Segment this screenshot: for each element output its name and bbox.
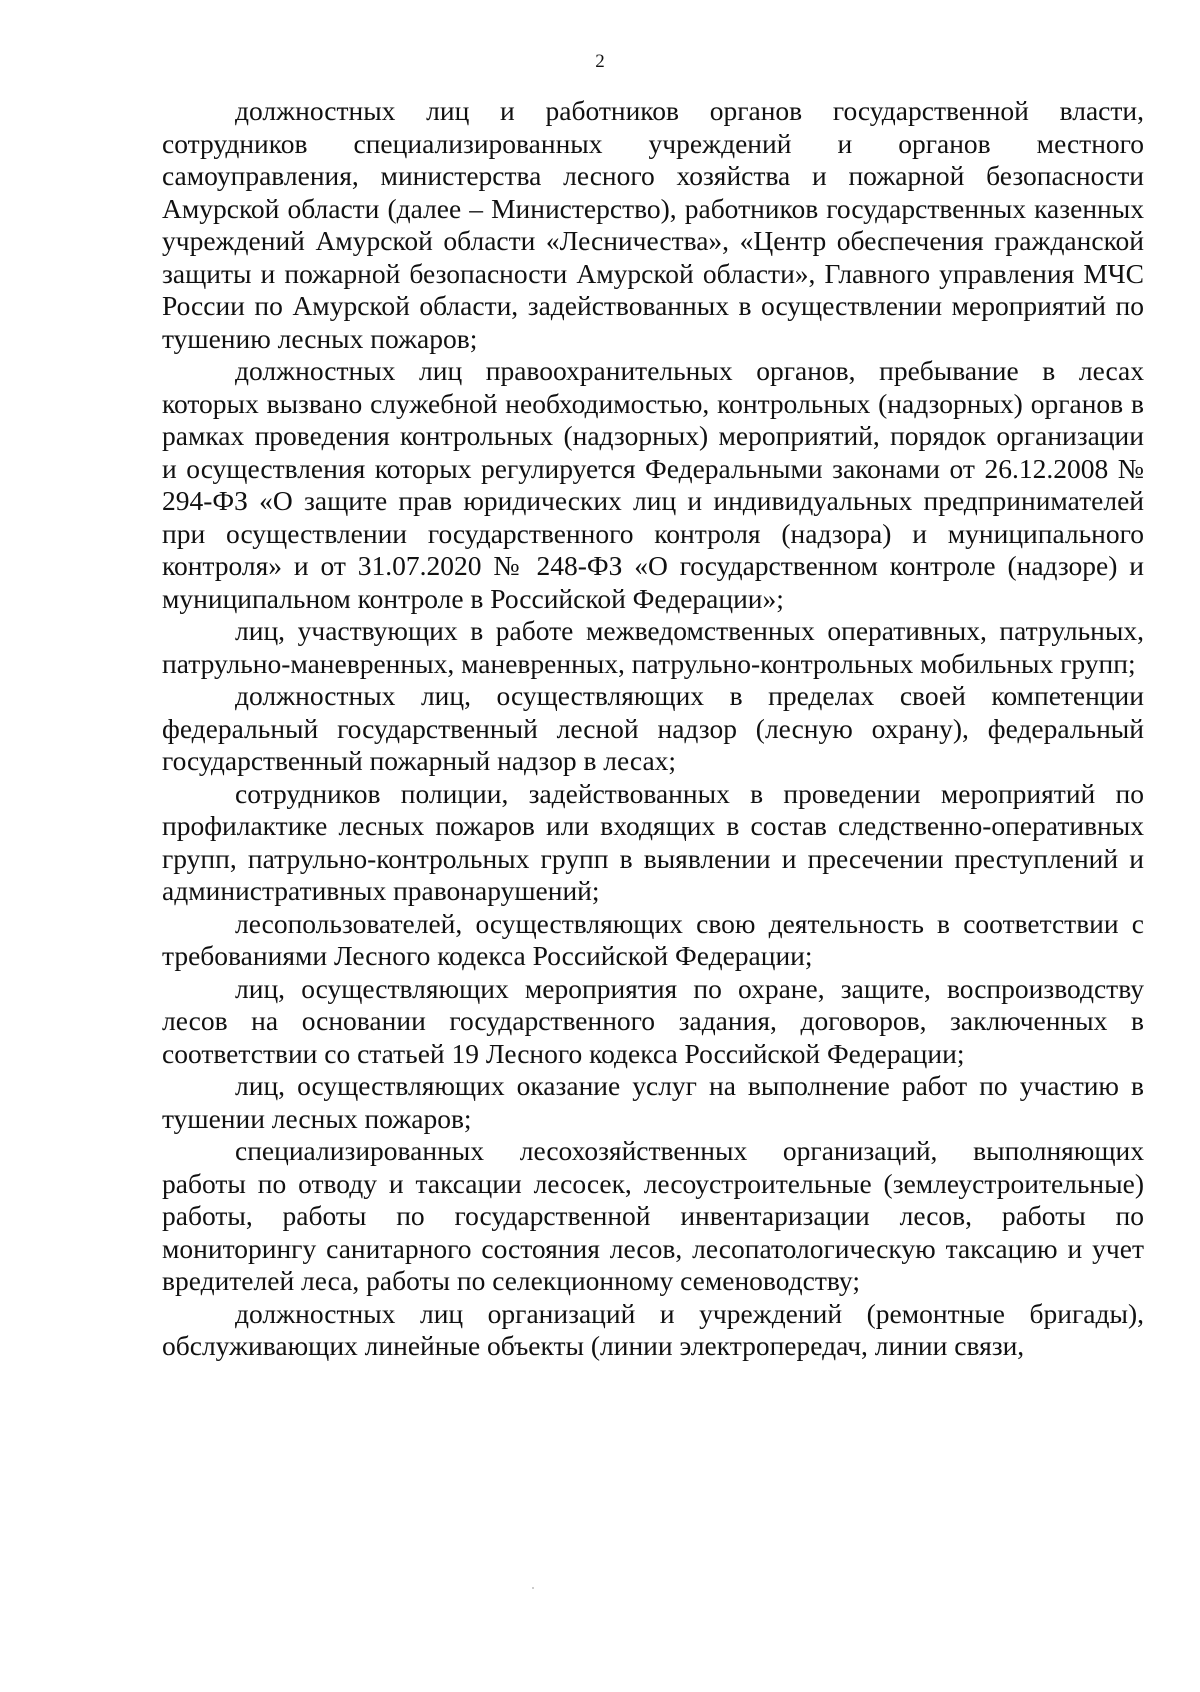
paragraph-mobile-groups: лиц, участвующих в работе межведомственных оперативных, патрульных, патрульно-маневренных, маневренных, патрульно-контрольных мобильных групп; [162, 615, 1144, 679]
paragraph-officials-government: должностных лиц и работников органов государственной власти, сотрудников специализированных учреждений и органов местного самоуправления, министерства лесного хозяйства и пожарной безопасности Амурской области (далее – Министерство), работников государственных казенных учреждений Амурской области «Лесничества», «Центр обеспечения гражданской защиты и пожарной безопасности Амурской области», Главного управления МЧС России по Амурской области, задействованных в осуществлении мероприятий по тушению лесных пожаров; [162, 95, 1144, 354]
paragraph-forest-protection: лиц, осуществляющих мероприятия по охране, защите, воспроизводству лесов на основании государственного задания, договоров, заключенных в соответствии со статьей 19 Лесного кодекса Российской Федерации; [162, 972, 1144, 1069]
document-body [162, 95, 1144, 1363]
paragraph-forest-users: лесопользователей, осуществляющих свою деятельность в соответствии с требованиями Лесного кодекса Российской Федерации; [162, 907, 1144, 971]
paragraph-law-enforcement: должностных лиц правоохранительных органов, пребывание в лесах которых вызвано служебной необходимостью, контрольных (надзорных) органов в рамках проведения контрольных (надзорных) мероприятий, порядок организации и осуществления которых регулируется Федеральными законами от 26.12.2008 № 294-ФЗ «О защите прав юридических лиц и индивидуальных предпринимателей при осуществлении государственного контроля (надзора) и муниципального контроля» и от 31.07.2020 № 248-ФЗ «О государственном контроле (надзоре) и муниципальном контроле в Российской Федерации»; [162, 355, 1144, 614]
paragraph-forestry-organizations: специализированных лесохозяйственных организаций, выполняющих работы по отводу и таксации лесосек, лесоустроительные (землеустроительные) работы, работы по государственной инвентаризации лесов, работы по мониторингу санитарного состояния лесов, лесопатологическую таксацию и учет вредителей леса, работы по селекционному семеноводству; [162, 1135, 1144, 1296]
page-number: 2 [595, 51, 605, 72]
paragraph-forest-supervision: должностных лиц, осуществляющих в пределах своей компетенции федеральный государственный лесной надзор (лесную охрану), федеральный государственный пожарный надзор в лесах; [162, 680, 1144, 776]
paragraph-repair-crews: должностных лиц организаций и учреждений (ремонтные бригады), обслуживающих линейные объекты (линии электропередач, линии связи, [162, 1297, 1144, 1361]
paragraph-police: сотрудников полиции, задействованных в проведении мероприятий по профилактике лесных пожаров или входящих в состав следственно-оперативных групп, патрульно-контрольных групп в выявлении и пресечении преступлений и административных правонарушений; [162, 777, 1144, 906]
scan-speck [532, 1587, 534, 1589]
paragraph-firefighting-services: лиц, осуществляющих оказание услуг на выполнение работ по участию в тушении лесных пожаров; [162, 1070, 1144, 1134]
